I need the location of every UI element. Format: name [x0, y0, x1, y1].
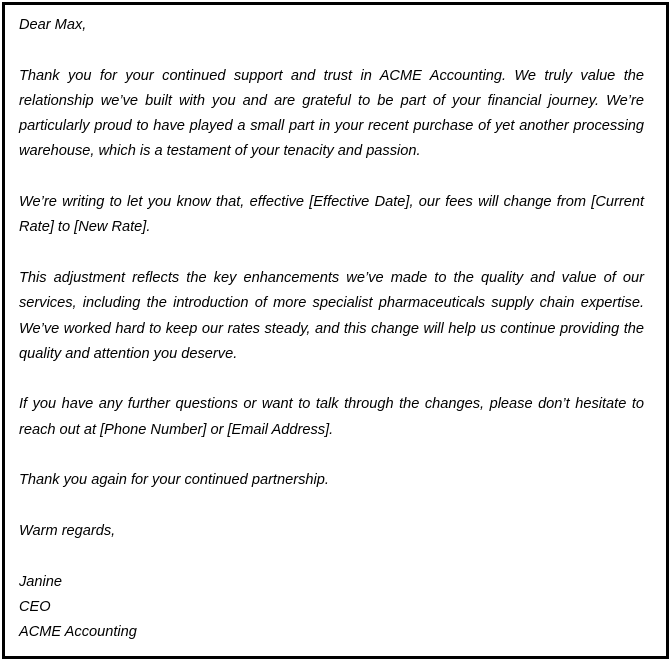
paragraph-appreciation: Thank you for your continued support and trust in ACME Accounting. We truly value the relationship we’ve built with you and are grateful to be part of your financial journey. We’re particularly proud to have played a small part in your recent purchase of yet another processing warehouse, which is a testament of your tenacity and passion. [19, 67, 644, 160]
signature-name: Janine [19, 573, 63, 590]
closing: Warm regards, [19, 522, 116, 539]
paragraph-contact: If you have any further questions or want to talk through the changes, please don’t hesitate to reach out at [Phone Number] or [Email Address]. [19, 396, 644, 438]
signature-title: CEO [19, 598, 51, 615]
letter-body [19, 13, 644, 645]
paragraph-fee-change: We’re writing to let you know that, effective [Effective Date], our fees will change from [Current Rate] to [New Rate]. [19, 194, 644, 236]
signature-block [19, 570, 644, 646]
paragraph-thanks: Thank you again for your continued partnership. [19, 472, 329, 489]
paragraph-justification: This adjustment reflects the key enhancements we’ve made to the quality and value of our services, including the introduction of more specialist pharmaceuticals supply chain expertise. We’ve worked hard to keep our rates steady, and this change will help us continue providing the quality and attention you deserve. [19, 269, 644, 362]
signature-company: ACME Accounting [19, 624, 137, 641]
letter-frame [2, 2, 669, 659]
salutation: Dear Max, [19, 17, 87, 33]
